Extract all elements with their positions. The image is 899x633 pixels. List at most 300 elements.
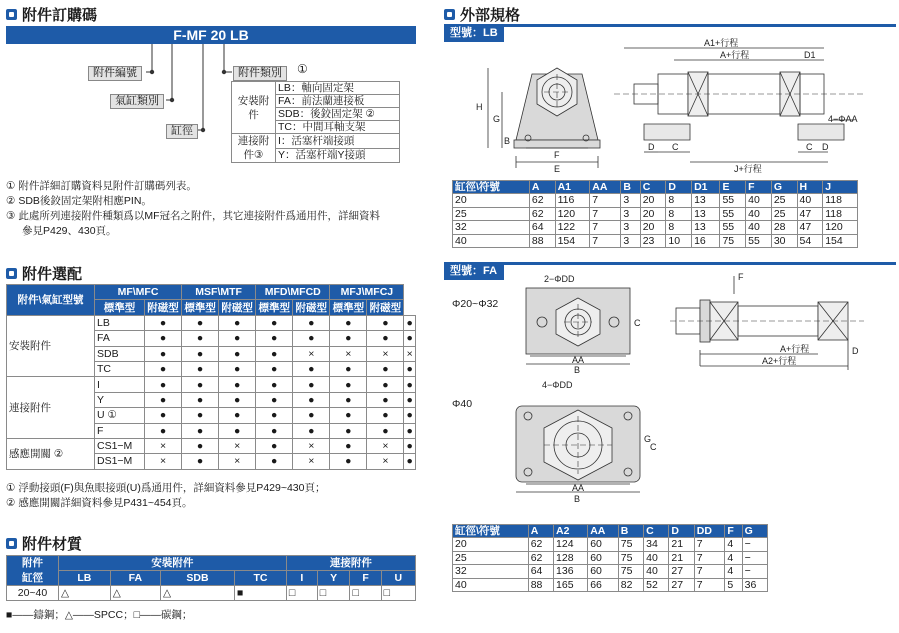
spec-header: C: [640, 181, 666, 194]
selection-cell: ●: [145, 408, 182, 423]
selection-cell: ×: [367, 438, 404, 453]
dim-aa: 4−ΦAA: [828, 114, 858, 124]
selection-cell: ●: [404, 377, 416, 392]
spec-cell: 3: [621, 221, 640, 235]
fa-dim-b: B: [574, 365, 581, 375]
selection-cell: ●: [404, 454, 416, 469]
spec-cell: 40: [644, 565, 669, 579]
spec-cell: 20: [640, 221, 666, 235]
spec-cell: 36: [742, 578, 767, 592]
spec-header-row: [453, 525, 768, 538]
material-cell: △: [59, 586, 111, 601]
spec-cell: 60: [588, 565, 619, 579]
order-note: ② SDB後鉸固定架附相應PIN。: [6, 195, 152, 207]
material-cell: ■: [235, 586, 287, 601]
spec-cell: 21: [669, 551, 694, 565]
selection-cell: ●: [219, 423, 256, 438]
fa-dim-b-lower: B: [574, 494, 581, 504]
spec-cell: 16: [692, 234, 720, 248]
spec-header-row: [453, 181, 858, 194]
selection-cell: ●: [330, 454, 367, 469]
selection-cell: ●: [256, 454, 293, 469]
spec-cell: 25: [771, 207, 797, 221]
spec-cell: 20: [453, 538, 529, 552]
selection-cell: ●: [256, 346, 293, 361]
model-header: MF\MFC: [95, 285, 182, 300]
sub-mag: 附磁型: [219, 300, 256, 315]
selection-code: FA: [95, 331, 145, 346]
sub-mag: 附磁型: [367, 300, 404, 315]
fa-tag: 型號：FA: [444, 263, 504, 280]
dim-c-right: C: [806, 142, 813, 152]
material-col: I: [286, 571, 317, 586]
spec-cell: 88: [529, 234, 555, 248]
spec-cell: 3: [621, 207, 640, 221]
selection-code: Y: [95, 392, 145, 407]
selection-cell: ●: [182, 408, 219, 423]
spec-cell: 54: [797, 234, 823, 248]
selection-cell: ●: [145, 392, 182, 407]
selection-code: U ①: [95, 408, 145, 423]
spec-cell: 7: [694, 578, 725, 592]
selection-cell: ×: [145, 438, 182, 453]
spec-cell: 32: [453, 565, 529, 579]
spec-cell: 7: [590, 194, 621, 208]
selection-cell: ●: [404, 438, 416, 453]
spec-cell: 28: [771, 221, 797, 235]
selection-cell: ●: [367, 408, 404, 423]
selection-code: LB: [95, 315, 145, 330]
spec-cell: 8: [666, 207, 692, 221]
spec-cell: 7: [694, 551, 725, 565]
material-accessory-label: 附件: [7, 556, 59, 571]
spec-header: A1: [555, 181, 590, 194]
material-bore: 20~40: [7, 586, 59, 601]
dim-a1: A1+行程: [704, 38, 739, 48]
selection-cell: ×: [367, 454, 404, 469]
spec-cell: 7: [590, 207, 621, 221]
spec-cell: 122: [555, 221, 590, 235]
spec-cell: 20: [640, 207, 666, 221]
type-group: 連接附件③: [232, 134, 276, 163]
selection-cell: ×: [293, 346, 330, 361]
sub-std: 標準型: [256, 300, 293, 315]
type-row: [232, 82, 400, 95]
selection-cell: ●: [330, 423, 367, 438]
material-cell: □: [286, 586, 317, 601]
order-code: F-MF 20 LB: [173, 27, 249, 43]
model-header: MFD\MFCD: [256, 285, 330, 300]
spec-cell: 136: [554, 565, 588, 579]
fa-drawing: [444, 270, 896, 520]
spec-cell: 55: [746, 234, 772, 248]
spec-cell: 7: [694, 565, 725, 579]
spec-cell: 40: [453, 578, 529, 592]
spec-cell: 60: [588, 538, 619, 552]
material-col: TC: [235, 571, 287, 586]
selection-cell: ●: [182, 454, 219, 469]
accessory-type-marker: ①: [297, 62, 308, 76]
dim-j: J+行程: [734, 164, 762, 174]
selection-row: [7, 438, 416, 453]
spec-cell: 4: [725, 538, 742, 552]
spec-cell: 62: [528, 538, 553, 552]
selection-code: I: [95, 377, 145, 392]
label-accessory-type: 附件類別: [233, 66, 287, 81]
selection-cell: ●: [219, 408, 256, 423]
spec-cell: 55: [720, 207, 746, 221]
fa-dim-g: G: [644, 434, 652, 444]
selection-group: 安裝附件: [7, 315, 95, 377]
spec-cell: 7: [590, 221, 621, 235]
fa-dim-aa: AA: [572, 355, 585, 365]
selection-cell: ●: [367, 331, 404, 346]
dim-f: F: [554, 150, 560, 160]
selection-notes: [6, 481, 326, 511]
spec-cell: 40: [746, 221, 772, 235]
selection-cell: ●: [256, 315, 293, 330]
material-col: SDB: [160, 571, 234, 586]
order-section-title: 附件訂購碼: [6, 4, 97, 25]
spec-cell: 40: [453, 234, 530, 248]
fa-dim-a: A+行程: [780, 344, 810, 354]
material-cell: △: [160, 586, 234, 601]
order-note: ① 附件詳細訂購資料見附件訂購碼列表。: [6, 180, 197, 192]
spec-cell: 40: [746, 194, 772, 208]
selection-cell: ●: [256, 408, 293, 423]
spec-cell: 120: [823, 221, 858, 235]
spec-cell: 124: [554, 538, 588, 552]
selection-cell: ●: [145, 346, 182, 361]
selection-cell: ×: [145, 454, 182, 469]
spec-cell: 8: [666, 194, 692, 208]
spec-header: DD: [694, 525, 725, 538]
spec-header: A2: [554, 525, 588, 538]
order-note: 參見P429、430頁。: [22, 225, 117, 237]
selection-cell: ×: [404, 346, 416, 361]
spec-cell: −: [742, 538, 767, 552]
material-col: Y: [317, 571, 350, 586]
spec-header: D: [669, 525, 694, 538]
spec-row: [453, 234, 858, 248]
spec-cell: 20: [640, 194, 666, 208]
selection-cell: ●: [293, 423, 330, 438]
selection-cell: ●: [293, 315, 330, 330]
selection-cell: ●: [182, 361, 219, 376]
selection-cell: ●: [256, 361, 293, 376]
type-row: [232, 134, 400, 149]
selection-row: [7, 315, 416, 330]
spec-header: A: [528, 525, 553, 538]
spec-cell: 154: [555, 234, 590, 248]
material-legend: ■——鑄鋼；△——SPCC；□——碳鋼；: [6, 609, 193, 621]
section-square-icon: [6, 538, 17, 549]
spec-cell: 25: [453, 207, 530, 221]
selection-cell: ●: [145, 377, 182, 392]
spec-cell: 13: [692, 207, 720, 221]
selection-cell: ●: [219, 315, 256, 330]
selection-table: [6, 284, 416, 470]
spec-cell: 3: [621, 234, 640, 248]
spec-cell: 47: [797, 221, 823, 235]
selection-cell: ●: [404, 392, 416, 407]
spec-cell: 75: [618, 565, 643, 579]
spec-header: J: [823, 181, 858, 194]
selection-cell: ●: [330, 361, 367, 376]
sub-std: 標準型: [330, 300, 367, 315]
material-bore-label: 缸徑: [7, 571, 59, 586]
material-mount-label: 安裝附件: [59, 556, 287, 571]
spec-cell: −: [742, 551, 767, 565]
label-cylinder-type: 氣缸類別: [110, 94, 164, 109]
fa-dim-f: F: [738, 272, 744, 282]
sub-std: 標準型: [95, 300, 145, 315]
type-item: FA：前法蘭連接板: [276, 95, 400, 108]
dim-c: C: [672, 142, 679, 152]
fa-dim-c: C: [634, 318, 641, 328]
dim-d: D: [648, 142, 655, 152]
spec-cell: 75: [618, 551, 643, 565]
spec-cell: 60: [588, 551, 619, 565]
spec-header: D: [666, 181, 692, 194]
spec-cell: 154: [823, 234, 858, 248]
sub-mag: 附磁型: [293, 300, 330, 315]
spec-header: E: [720, 181, 746, 194]
spec-cell: 4: [725, 551, 742, 565]
selection-cell: ●: [367, 377, 404, 392]
selection-cell: ●: [330, 331, 367, 346]
spec-header: B: [618, 525, 643, 538]
selection-cell: ●: [219, 346, 256, 361]
selection-cell: ●: [367, 423, 404, 438]
selection-cell: ●: [145, 315, 182, 330]
type-item: LB：軸向固定架: [276, 82, 400, 95]
lb-tag: 型號：LB: [444, 25, 504, 42]
spec-cell: 64: [528, 565, 553, 579]
material-cell: □: [317, 586, 350, 601]
label-accessory-code: 附件編號: [88, 66, 142, 81]
selection-cell: ●: [330, 377, 367, 392]
spec-row: [453, 221, 858, 235]
type-group: 安裝附件: [232, 82, 276, 134]
selection-cell: ●: [145, 331, 182, 346]
spec-cell: 32: [453, 221, 530, 235]
lb-drawing: [444, 38, 896, 176]
spec-header: AA: [590, 181, 621, 194]
spec-header: H: [797, 181, 823, 194]
spec-cell: 25: [771, 194, 797, 208]
selection-code: TC: [95, 361, 145, 376]
spec-cell: 55: [720, 194, 746, 208]
selection-cell: ●: [404, 315, 416, 330]
selection-cell: ●: [182, 438, 219, 453]
selection-cell: ●: [293, 361, 330, 376]
sub-std: 標準型: [182, 300, 219, 315]
spec-cell: 30: [771, 234, 797, 248]
fa-dim-a2: A2+行程: [762, 356, 797, 366]
selection-note: ① 浮動接頭(F)與魚眼接頭(U)爲通用件，詳細資料參見P429~430頁；: [6, 482, 326, 494]
spec-cell: 20: [453, 194, 530, 208]
dim-h: H: [476, 102, 483, 112]
spec-header: AA: [588, 525, 619, 538]
type-item: I：活塞杆端接頭: [276, 134, 400, 149]
fa-dim-dd4: 4−ΦDD: [542, 380, 573, 390]
spec-cell: 55: [720, 221, 746, 235]
selection-cell: ●: [182, 377, 219, 392]
selection-cell: ●: [256, 331, 293, 346]
selection-cell: ●: [367, 361, 404, 376]
selection-cell: ●: [293, 331, 330, 346]
selection-code: DS1−M: [95, 454, 145, 469]
spec-cell: 62: [529, 194, 555, 208]
selection-cell: ●: [219, 377, 256, 392]
selection-cell: ●: [330, 408, 367, 423]
material-cell: □: [381, 586, 415, 601]
selection-cell: ●: [293, 377, 330, 392]
spec-cell: 27: [669, 578, 694, 592]
material-col: U: [381, 571, 415, 586]
selection-cell: ●: [330, 392, 367, 407]
dim-b: B: [504, 136, 511, 146]
spec-cell: 75: [618, 538, 643, 552]
selection-cell: ●: [293, 408, 330, 423]
spec-cell: 52: [644, 578, 669, 592]
label-bore: 缸徑: [166, 124, 198, 139]
dim-a: A+行程: [720, 50, 750, 60]
selection-cell: ●: [404, 361, 416, 376]
spec-row: [453, 551, 768, 565]
order-code-bar: [6, 26, 416, 44]
selection-cell: ●: [256, 377, 293, 392]
spec-header: 缸徑\符號: [453, 181, 530, 194]
selection-header-first: 附件\氣缸型號: [7, 285, 95, 316]
selection-cell: ×: [219, 454, 256, 469]
spec-header: B: [621, 181, 640, 194]
lb-table: [452, 180, 858, 248]
spec-cell: 23: [640, 234, 666, 248]
spec-row: [453, 578, 768, 592]
spec-cell: 13: [692, 194, 720, 208]
selection-cell: ●: [330, 315, 367, 330]
dim-d-right: D: [822, 142, 829, 152]
selection-code: F: [95, 423, 145, 438]
fa-dim-dd2: 2−ΦDD: [544, 274, 575, 284]
selection-cell: ●: [182, 392, 219, 407]
selection-cell: ●: [330, 438, 367, 453]
spec-row: [453, 207, 858, 221]
spec-cell: 165: [554, 578, 588, 592]
spec-cell: 5: [725, 578, 742, 592]
selection-cell: ●: [182, 331, 219, 346]
sub-mag: 附磁型: [145, 300, 182, 315]
spec-cell: 40: [797, 194, 823, 208]
type-item: SDB：後鉸固定架 ②: [276, 108, 400, 121]
spec-cell: −: [742, 565, 767, 579]
dim-e: E: [554, 164, 561, 174]
model-header: MFJ\MFCJ: [330, 285, 404, 300]
spec-cell: 7: [590, 234, 621, 248]
fa-bore-small: Φ20~Φ32: [452, 298, 499, 310]
spec-cell: 88: [528, 578, 553, 592]
type-item: TC：中間耳軸支架: [276, 121, 400, 134]
selection-body: [7, 315, 416, 469]
spec-cell: 8: [666, 221, 692, 235]
selection-cell: ●: [182, 346, 219, 361]
spec-cell: 64: [529, 221, 555, 235]
selection-cell: ●: [404, 331, 416, 346]
dim-g: G: [493, 114, 501, 124]
section-square-icon: [6, 9, 17, 20]
spec-cell: 3: [621, 194, 640, 208]
fa-dim-d: D: [852, 346, 859, 356]
fa-divider: [444, 262, 896, 265]
material-col: F: [350, 571, 381, 586]
spec-row: [453, 538, 768, 552]
spec-cell: 4: [725, 565, 742, 579]
spec-row: [453, 565, 768, 579]
spec-cell: 27: [669, 565, 694, 579]
spec-header: A: [529, 181, 555, 194]
spec-header: D1: [692, 181, 720, 194]
selection-section-title: 附件選配: [6, 263, 82, 284]
selection-cell: ×: [219, 438, 256, 453]
spec-header: 缸徑\符號: [453, 525, 529, 538]
external-section-title: 外部規格: [444, 4, 520, 25]
selection-cell: ×: [367, 346, 404, 361]
fa-table: [452, 524, 768, 592]
selection-cell: ●: [182, 315, 219, 330]
order-note: ③ 此處所列連接附件種類爲以MF冠名之附件，其它連接附件爲通用件，詳細資料: [6, 210, 380, 222]
selection-cell: ●: [145, 361, 182, 376]
spec-cell: 118: [823, 207, 858, 221]
dim-d1: D1: [804, 50, 816, 60]
material-cell: □: [350, 586, 381, 601]
material-cell: △: [110, 586, 160, 601]
order-notes: [6, 179, 380, 239]
fa-dim-c-lower: C: [650, 442, 657, 452]
spec-cell: 47: [797, 207, 823, 221]
selection-note: ② 感應開關詳細資料參見P431~454頁。: [6, 497, 193, 509]
selection-cell: ●: [145, 423, 182, 438]
fa-bore-large: Φ40: [452, 398, 473, 410]
spec-cell: 25: [453, 551, 529, 565]
type-item: Y：活塞杆端Y接頭: [276, 148, 400, 163]
spec-cell: 82: [618, 578, 643, 592]
spec-cell: 116: [555, 194, 590, 208]
selection-code: CS1−M: [95, 438, 145, 453]
spec-cell: 120: [555, 207, 590, 221]
spec-header: F: [725, 525, 742, 538]
selection-group: 感應開關 ②: [7, 438, 95, 469]
selection-code: SDB: [95, 346, 145, 361]
spec-cell: 10: [666, 234, 692, 248]
selection-cell: ●: [404, 408, 416, 423]
selection-cell: ●: [367, 392, 404, 407]
spec-header: C: [644, 525, 669, 538]
selection-group: 連接附件: [7, 377, 95, 439]
selection-cell: ●: [256, 438, 293, 453]
spec-cell: 62: [528, 551, 553, 565]
spec-cell: 128: [554, 551, 588, 565]
selection-cell: ●: [256, 392, 293, 407]
spec-row: [453, 194, 858, 208]
spec-header: G: [742, 525, 767, 538]
section-square-icon: [6, 268, 17, 279]
spec-header: F: [746, 181, 772, 194]
selection-cell: ×: [293, 454, 330, 469]
spec-cell: 40: [746, 207, 772, 221]
material-connect-label: 連接附件: [286, 556, 415, 571]
